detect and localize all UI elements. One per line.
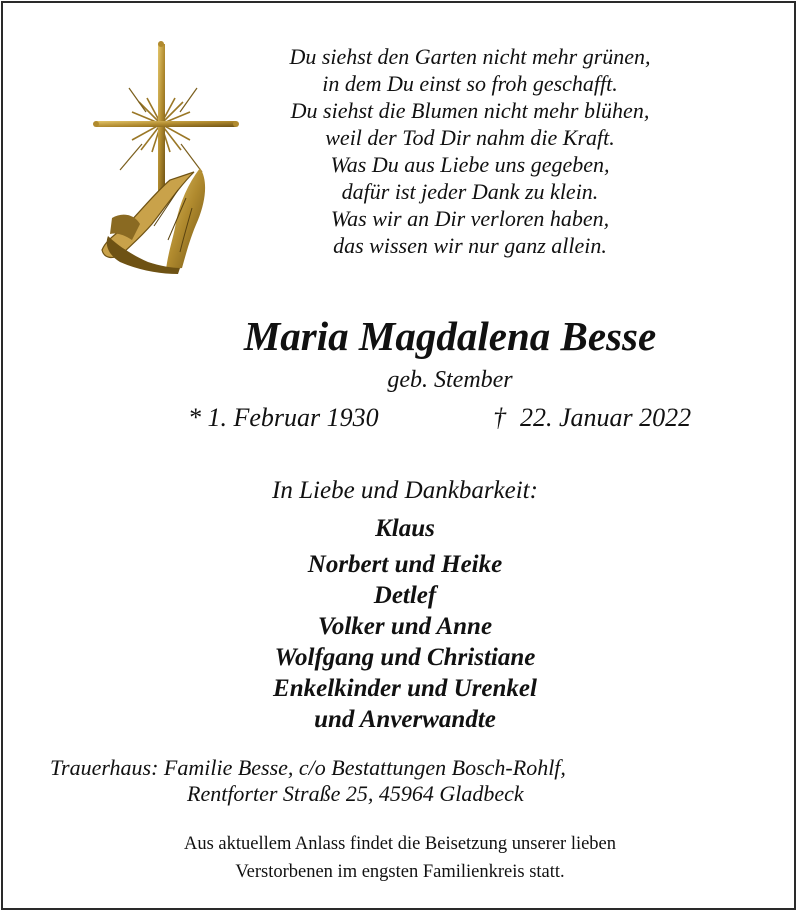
mourner-name: Wolfgang und Christiane (274, 644, 536, 671)
death-date: 22. Januar 2022 (520, 403, 692, 432)
dagger-icon: † (493, 403, 506, 432)
poem-line: dafür ist jeder Dank zu klein. (341, 179, 599, 204)
poem-line: das wissen wir nur ganz allein. (333, 233, 607, 258)
funeral-notice (100, 830, 700, 886)
memorial-poem (230, 43, 710, 259)
poem-line: Du siehst die Blumen nicht mehr blühen, (290, 98, 650, 123)
mourning-intro: In Liebe und Dankbarkeit: (272, 477, 538, 504)
mourner-name: Norbert und Heike (307, 551, 503, 578)
poem-line: weil der Tod Dir nahm die Kraft. (325, 125, 615, 150)
poem-line: Was wir an Dir verloren haben, (330, 206, 610, 231)
mourner-name: Detlef (373, 582, 437, 609)
death-date-line (493, 403, 691, 433)
birth-name: geb. Stember (387, 367, 513, 393)
notice-line: Aus aktuellem Anlass findet die Beisetzung unserer lieben (183, 834, 617, 854)
mourners-list (175, 513, 635, 735)
mourner-name: Klaus (375, 515, 435, 542)
trauerhaus-line-1: Trauerhaus: Familie Besse, c/o Bestattungen Bosch-Rohlf, (50, 755, 566, 780)
mourner-name: Volker und Anne (317, 613, 493, 640)
trauerhaus-line-2: Rentforter Straße 25, 45964 Gladbeck (187, 781, 524, 806)
mourner-name: Enkelkinder und Urenkel (273, 675, 537, 702)
poem-line: in dem Du einst so froh geschafft. (322, 71, 618, 96)
poem-line: Du siehst den Garten nicht mehr grünen, (289, 44, 651, 69)
poem-line: Was Du aus Liebe uns gegeben, (330, 152, 610, 177)
mourner-name: und Anverwandte (314, 706, 496, 733)
deceased-name: Maria Magdalena Besse (243, 313, 657, 359)
cross-with-praying-hands-icon (82, 40, 252, 275)
birth-date: * 1. Februar 1930 (188, 403, 379, 432)
notice-line: Verstorbenen im engsten Familienkreis statt. (235, 862, 565, 882)
